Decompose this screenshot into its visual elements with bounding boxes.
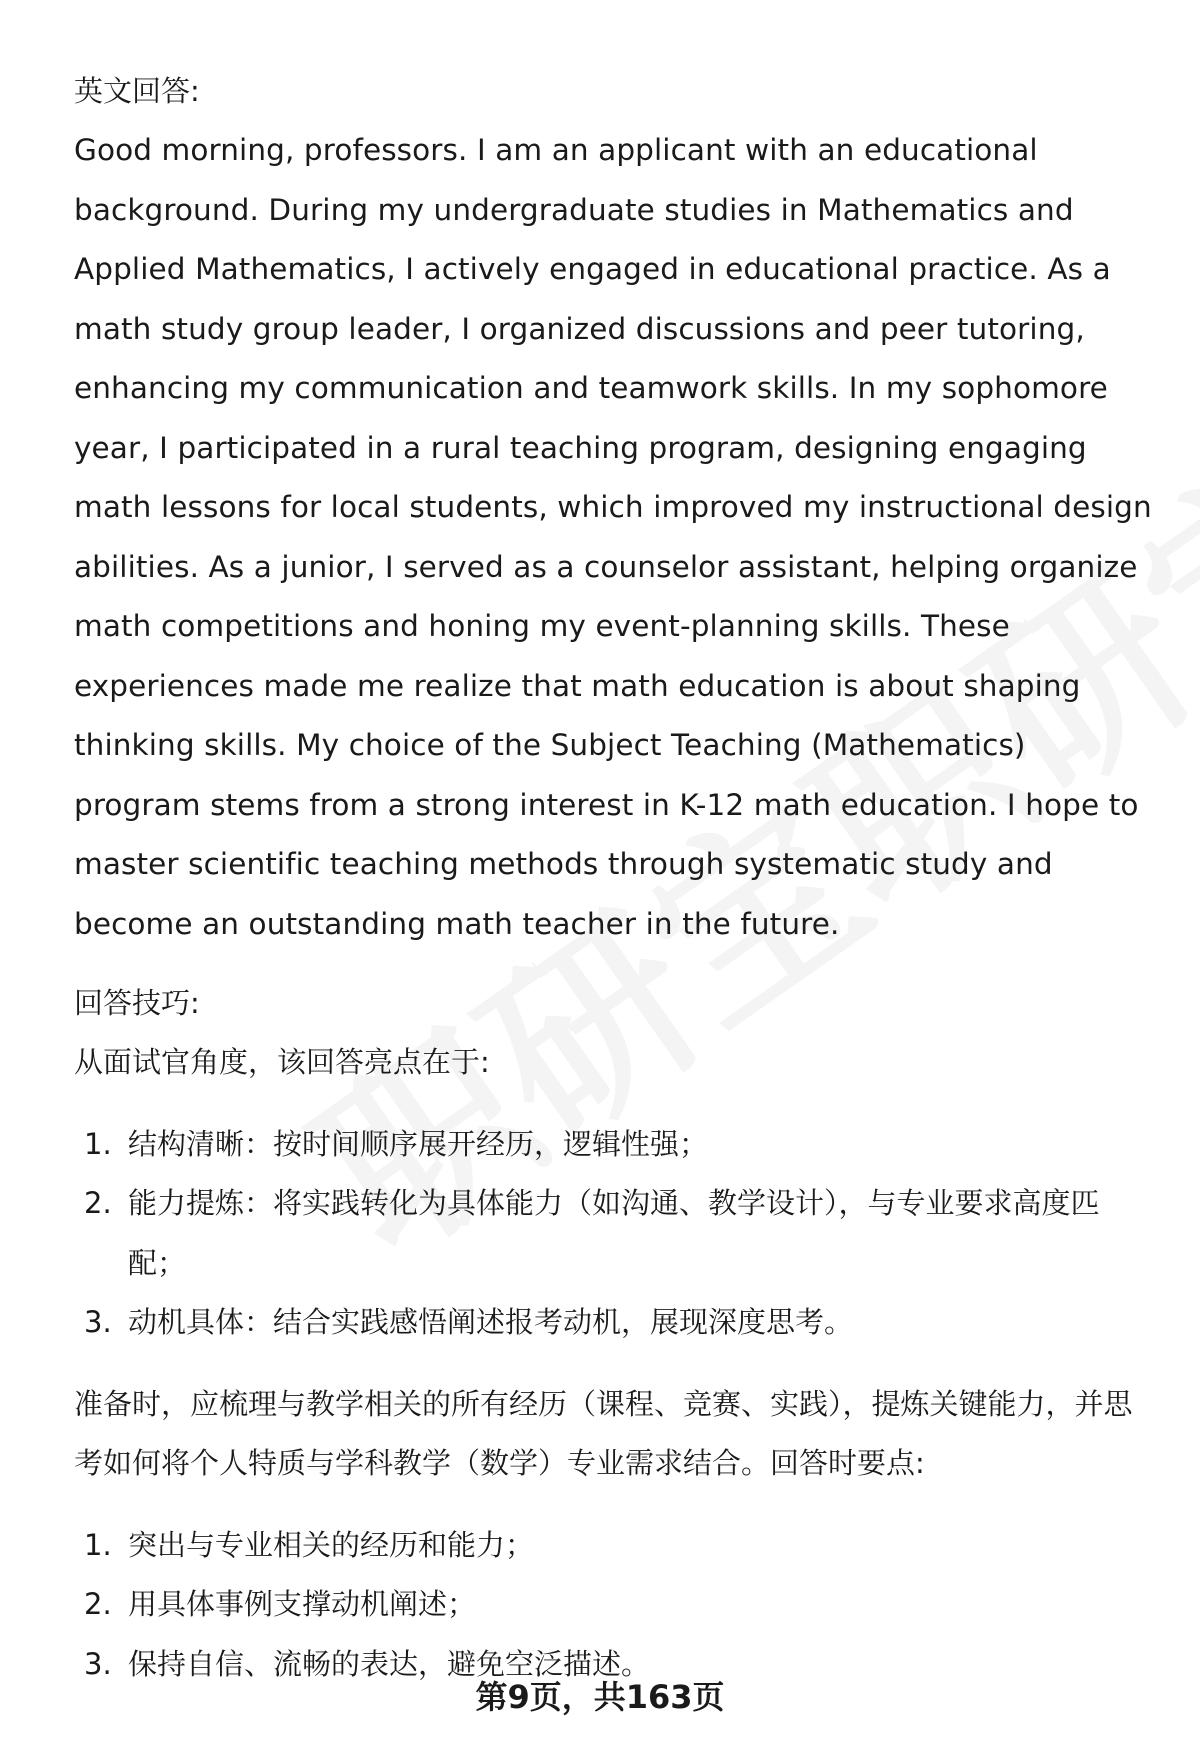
tips-intro: 从面试官角度，该回答亮点在于: bbox=[74, 1045, 490, 1079]
tips-heading: 回答技巧: bbox=[74, 986, 200, 1020]
list-item-number: 3. bbox=[84, 1646, 112, 1681]
list-item-number: 1. bbox=[84, 1527, 112, 1562]
list-item-text: 能力提炼：将实践转化为具体能力（如沟通、教学设计），与专业要求高度匹配； bbox=[128, 1186, 1100, 1280]
english-answer-text: Good morning, professors. I am an applicant with an educational background. During my undergraduate studies in Mathematics and Applied Mathematics, I actively engaged in educational practice. As a math study group leader, I organized discussions and peer tutoring, enhancing my communication and teamwork skills. In my sophomore year, I participated in a rural teaching program, designing engaging math lessons for local students, which improved my instructional design abilities. As a junior, I served as a counselor assistant, helping organize math competitions and honing my event-planning skills. These experiences made me realize that math education is about shaping thinking skills. My choice of the Subject Teaching (Mathematics) program stems from a strong interest in K-12 math education. I hope to master scientific teaching methods through systematic study and become an outstanding math teacher in the future. bbox=[74, 133, 1152, 941]
document-page bbox=[74, 62, 1154, 1694]
list-item-text: 保持自信、流畅的表达，避免空泛描述。 bbox=[128, 1646, 651, 1681]
list-item-number: 2. bbox=[84, 1186, 112, 1220]
english-answer-heading: 英文回答: bbox=[74, 74, 200, 108]
list-item-text: 突出与专业相关的经历和能力； bbox=[128, 1527, 535, 1562]
list-item-text: 动机具体：结合实践感悟阐述报考动机，展现深度思考。 bbox=[128, 1305, 854, 1339]
list-item-number: 2. bbox=[84, 1587, 112, 1621]
list-item bbox=[74, 1575, 1154, 1635]
list-item bbox=[74, 1516, 1154, 1576]
page-number-footer: 第9页，共163页 bbox=[475, 1678, 725, 1716]
list-item-number: 1. bbox=[84, 1126, 112, 1161]
list-item-text: 用具体事例支撑动机阐述； bbox=[128, 1587, 477, 1621]
list-item bbox=[74, 1115, 1154, 1175]
prep-paragraph: 准备时，应梳理与教学相关的所有经历（课程、竞赛、实践），提炼关键能力，并思考如何将个人特质与学科教学（数学）专业需求结合。回答时要点: bbox=[74, 1386, 1133, 1480]
list-item-number: 3. bbox=[84, 1305, 112, 1339]
points-list bbox=[74, 1516, 1154, 1695]
list-item bbox=[74, 1174, 1154, 1293]
list-item-text: 结构清晰：按时间顺序展开经历，逻辑性强； bbox=[128, 1126, 709, 1161]
list-item bbox=[74, 1293, 1154, 1353]
highlights-list bbox=[74, 1115, 1154, 1353]
